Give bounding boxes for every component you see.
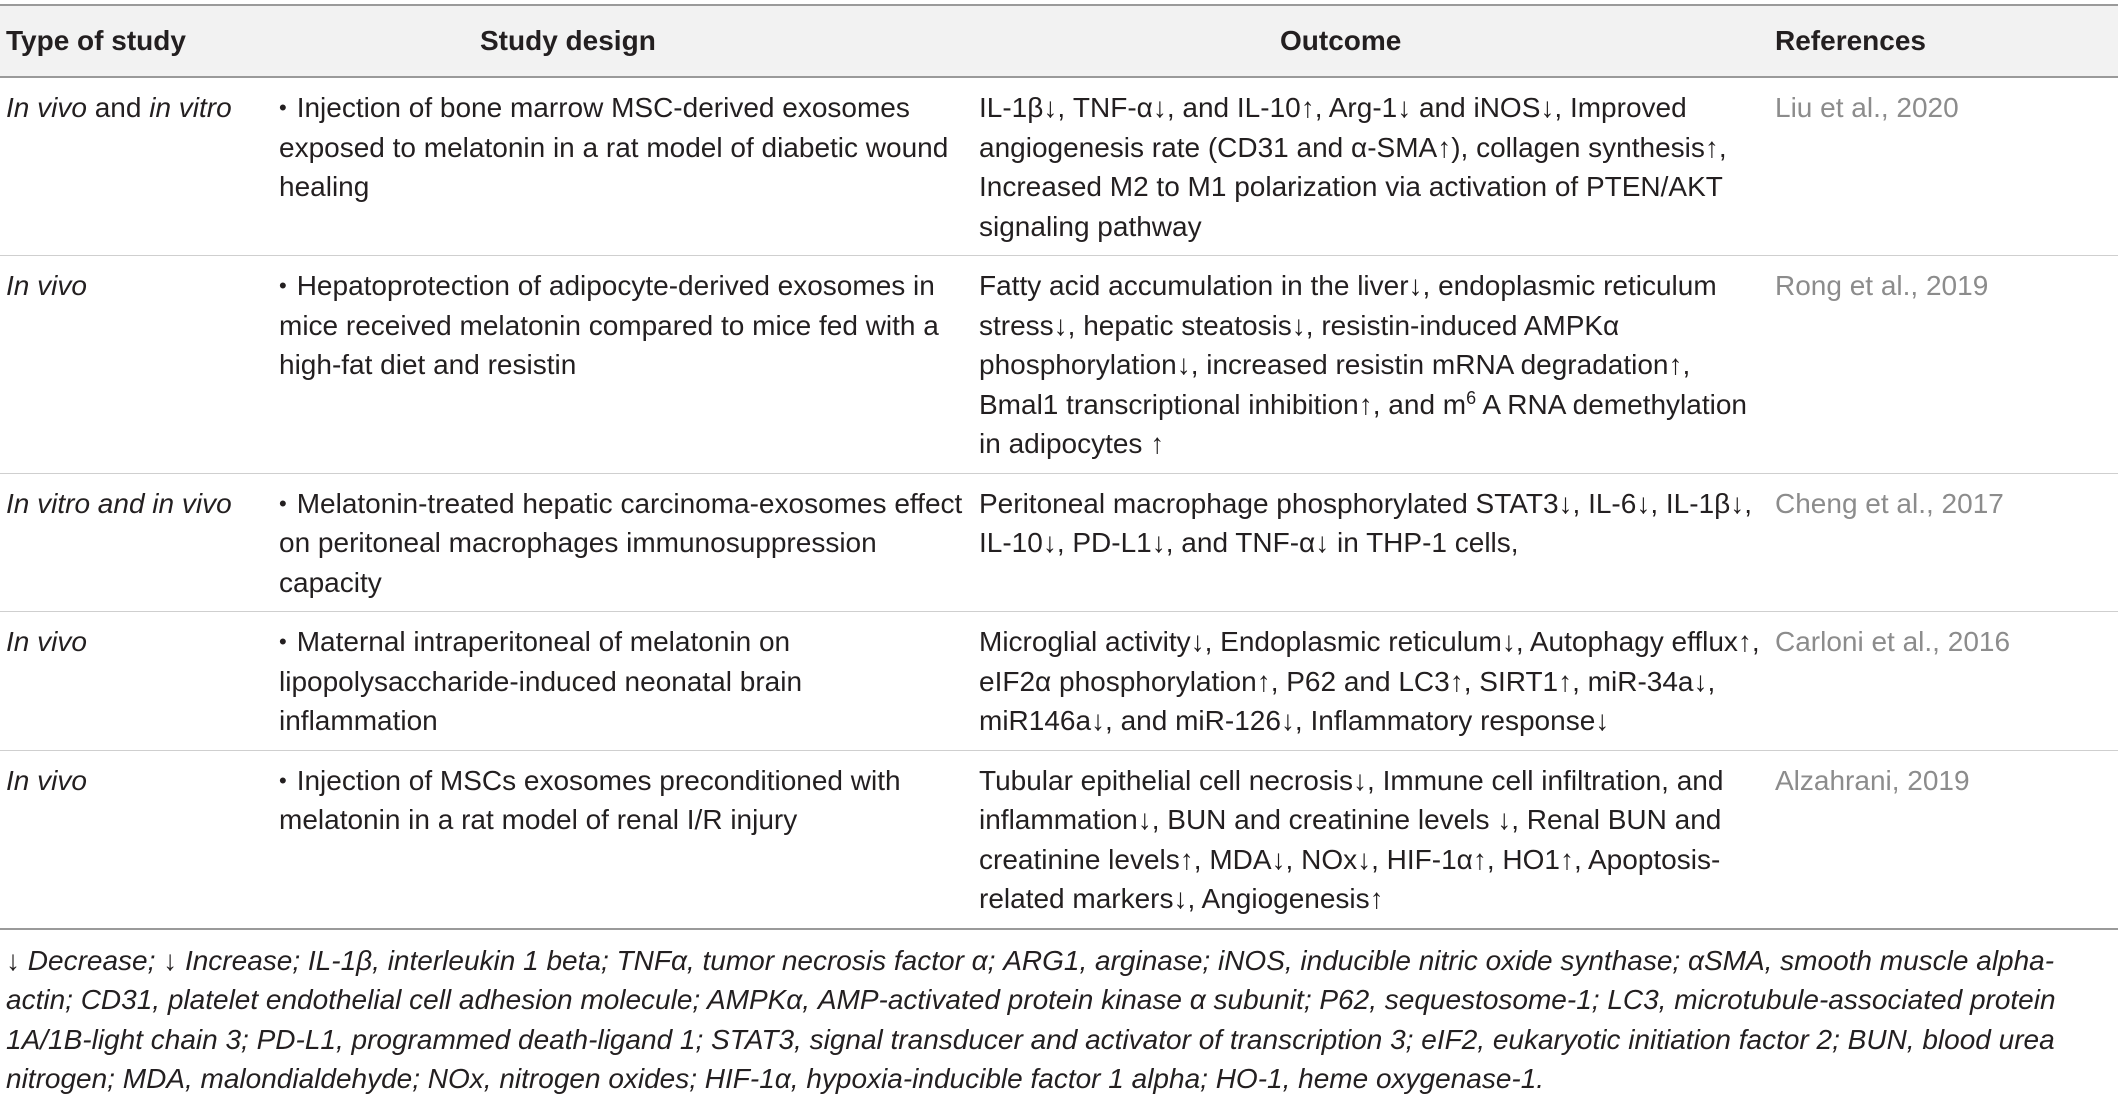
table-row <box>0 77 2118 256</box>
outcome-text: Tubular epithelial cell necrosis↓, Immune cell infiltration, and inflammation↓, BUN and creatinine levels ↓, Renal BUN and creatinine levels↑, MDA↓, NOx↓, HIF-1α↑, HO1↑, Apoptosis-related markers↓, Angiogenesis↑ <box>979 764 1724 914</box>
header-type-of-study: Type of study <box>6 25 186 57</box>
reference-link[interactable]: Liu et al., 2020 <box>1775 92 1959 123</box>
study-design-cell <box>276 256 976 474</box>
header-row <box>0 5 2118 77</box>
type-of-study-cell <box>0 750 276 929</box>
study-design-text: Injection of MSCs exosomes preconditioned with melatonin in a rat model of renal I/R injury <box>279 764 901 835</box>
table-header <box>0 5 2118 77</box>
study-design-text: Maternal intraperitoneal of melatonin on lipopolysaccharide-induced neonatal brain inflammation <box>279 626 803 736</box>
bullet-icon: • <box>279 490 287 516</box>
outcome-cell <box>976 612 1774 751</box>
outcome-cell <box>976 77 1774 256</box>
type-of-study-part: In vivo <box>6 764 87 796</box>
outcome-text: Microglial activity↓, Endoplasmic reticulum↓, Autophagy efflux↑, eIF2α phosphorylation↑, P62 and LC3↑, SIRT1↑, miR-34a↓, miR146a↓, and miR-126↓, Inflammatory response↓ <box>979 626 1760 736</box>
study-design-cell <box>276 473 976 612</box>
outcome-text: IL-1β↓, TNF-α↓, and IL-10↑, Arg-1↓ and iNOS↓, Improved angiogenesis rate (CD31 and α-SMA↑), collagen synthesis↑, Increased M2 to M1 polarization via activation of PTEN/AKT signaling pathway <box>979 92 1727 242</box>
bullet-icon: • <box>279 273 287 298</box>
table-row <box>0 256 2118 474</box>
table-row <box>0 473 2118 612</box>
study-design-cell <box>276 77 976 256</box>
header-references: References <box>1775 25 1926 57</box>
outcome-cell <box>976 473 1774 612</box>
bullet-icon: • <box>279 95 287 120</box>
reference-link[interactable]: Alzahrani, 2019 <box>1775 764 1970 796</box>
study-design-text: Hepatoprotection of adipocyte-derived exosomes in mice received melatonin compared to mice fed with a high-fat diet and resistin <box>279 270 939 380</box>
study-design-text: Injection of bone marrow MSC-derived exosomes exposed to melatonin in a rat model of diabetic wound healing <box>279 92 949 202</box>
bullet-icon: • <box>279 767 287 793</box>
header-study-design: Study design <box>480 25 656 57</box>
type-of-study-connector: and <box>86 92 150 123</box>
outcome-cell <box>976 256 1774 474</box>
superscript: 6 <box>1466 387 1477 408</box>
reference-link[interactable]: Carloni et al., 2016 <box>1775 626 2011 657</box>
table-body <box>0 77 2118 929</box>
header-outcome: Outcome <box>1280 25 1402 57</box>
outcome-cell <box>976 750 1774 929</box>
type-of-study-cell <box>0 256 276 474</box>
type-of-study-part: In vitro and in vivo <box>6 487 232 519</box>
type-of-study-part: In vivo <box>6 270 87 301</box>
reference-link[interactable]: Rong et al., 2019 <box>1775 270 1989 301</box>
outcome-text: Peritoneal macrophage phosphorylated STAT3↓, IL-6↓, IL-1β↓, IL-10↓, PD-L1↓, and TNF-α↓ in THP-1 cells, <box>979 487 1753 558</box>
type-of-study-part: In vivo <box>6 92 87 123</box>
table-row <box>0 612 2118 751</box>
study-design-text: Melatonin-treated hepatic carcinoma-exosomes effect on peritoneal macrophages immunosuppression capacity <box>279 487 963 598</box>
study-design-cell <box>276 612 976 751</box>
table-row <box>0 750 2118 929</box>
table-footnote: ↓ Decrease; ↓ Increase; IL-1β, interleukin 1 beta; TNFα, tumor necrosis factor α; ARG1, arginase; iNOS, inducible nitric oxide synthase; αSMA, smooth muscle alpha-actin; CD31, platelet endothelial cell adhesion molecule; AMPKα, AMP-activated protein kinase α subunit; P62, sequestosome-1; LC3, microtubule-associated protein 1A/1B-light chain 3; PD-L1, programmed death-ligand 1; STAT3, signal transducer and activator of transcription 3; eIF2, eukaryotic initiation factor 2; BUN, blood urea nitrogen; MDA, malondialdehyde; NOx, nitrogen oxides; HIF-1α, hypoxia-inducible factor 1 alpha; HO-1, heme oxygenase-1. <box>6 944 2056 1094</box>
type-of-study-cell <box>0 612 276 751</box>
type-of-study-cell <box>0 473 276 612</box>
type-of-study-cell <box>0 77 276 256</box>
outcome-text: Fatty acid accumulation in the liver↓, endoplasmic reticulum stress↓, hepatic steatosis↓, resistin-induced AMPKα phosphorylation↓, increased resistin mRNA degradation↑, Bmal1 transcriptional inhibition↑, and m <box>979 270 1717 420</box>
outcome-text: A RNA demethylation in adipocytes ↑ <box>979 388 1747 459</box>
study-table <box>0 4 2118 930</box>
bullet-icon: • <box>279 629 287 654</box>
study-design-cell <box>276 750 976 929</box>
type-of-study-part: in vitro <box>149 92 232 123</box>
type-of-study-part: In vivo <box>6 626 87 657</box>
reference-link[interactable]: Cheng et al., 2017 <box>1775 487 2004 519</box>
